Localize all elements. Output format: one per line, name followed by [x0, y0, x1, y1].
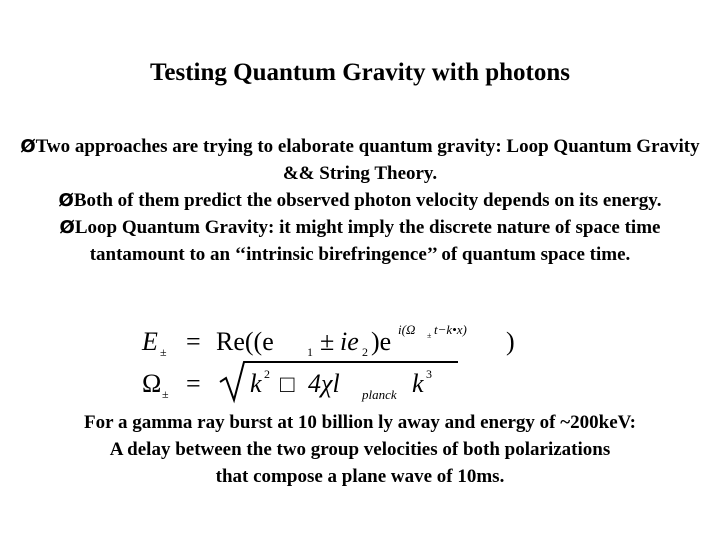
eq1-e2-sub: 2 [362, 345, 368, 359]
conclusion-text [10, 409, 710, 490]
eq2-lhs-sub: ± [162, 387, 169, 401]
conclusion-line-2: A delay between the two group velocities of both polarizations [109, 439, 611, 460]
eq1-close-e: )e [371, 327, 392, 356]
bullet-item-approaches [18, 133, 702, 187]
bullet-text: Two approaches are trying to elaborate quantum gravity: Loop Quantum Gravity && String Theory. [35, 136, 700, 184]
eq2-k3: k [412, 369, 424, 398]
eq1-re: Re((e [216, 327, 274, 356]
eq2-planck-sub: planck [362, 387, 397, 402]
eq1-equals: = [186, 327, 201, 356]
slide-title: Testing Quantum Gravity with photons [150, 59, 570, 86]
equation-image [140, 322, 560, 404]
equation-polarization [141, 322, 515, 359]
bullet-text: Both of them predict the observed photon velocity depends on its energy. [73, 190, 662, 211]
eq1-ie: ie [340, 327, 359, 356]
bullet-item-photon-velocity [18, 187, 702, 214]
eq2-coef: 4χl [308, 369, 340, 398]
eq1-exp-sub: ± [427, 331, 432, 340]
bullet-arrow-icon: Ø [58, 190, 74, 211]
eq2-k2-exp: 2 [264, 367, 270, 381]
equation-dispersion [142, 362, 458, 402]
eq2-k2: k [250, 369, 262, 398]
bullet-text: Loop Quantum Gravity: it might imply the discrete nature of space time tantamount to an ‘‘intrinsic birefringence’’ of quantum space time. [74, 217, 661, 265]
eq1-e1-sub: 1 [307, 345, 313, 359]
bullet-item-loop-quantum-gravity [18, 214, 702, 268]
bullet-arrow-icon: Ø [59, 217, 75, 238]
eq2-equals: = [186, 369, 201, 398]
bullet-arrow-icon: Ø [20, 136, 36, 157]
conclusion-line-3: that compose a plane wave of 10ms. [215, 466, 505, 487]
eq2-lhs: Ω [142, 369, 162, 398]
bullet-list [18, 133, 702, 268]
eq2-k3-exp: 3 [426, 367, 432, 381]
conclusion-line-1: For a gamma ray burst at 10 billion ly away and energy of ~200keV: [84, 412, 636, 433]
eq2-box: □ [280, 372, 295, 398]
eq1-exp-rest: t−k•x) [434, 322, 467, 337]
eq1-lhs-sub: ± [160, 345, 167, 359]
eq1-tail: ) [506, 327, 515, 356]
eq1-lhs: E [142, 327, 158, 356]
eq1-exponent: i(Ω [398, 322, 416, 337]
eq1-pm: ± [320, 327, 335, 356]
